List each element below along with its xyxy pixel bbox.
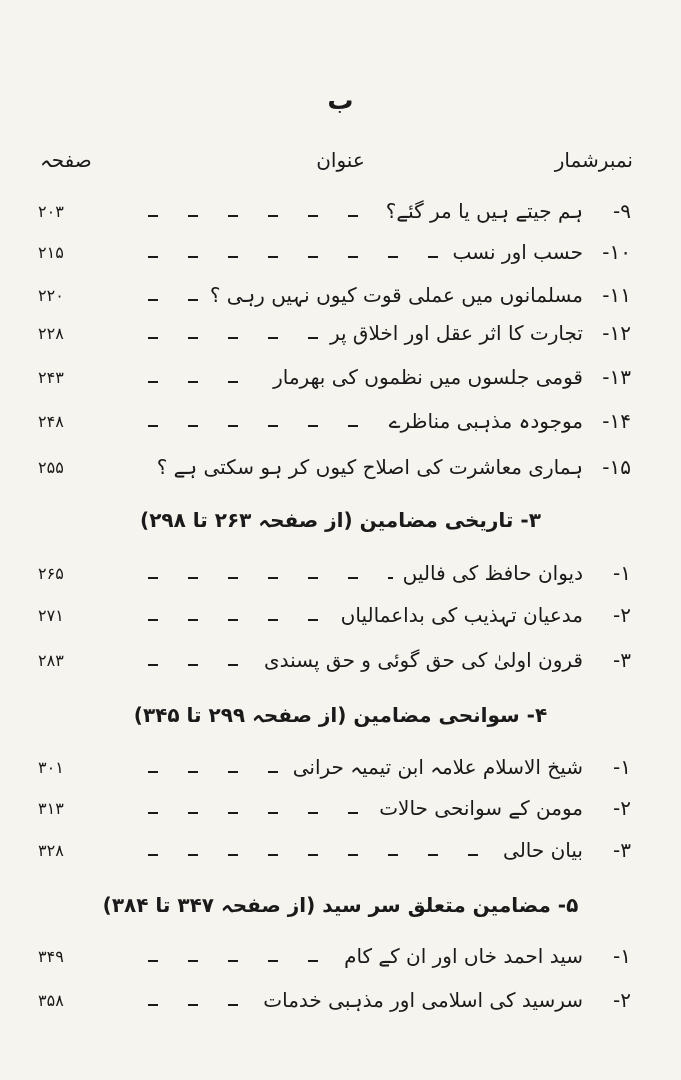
dot-leader	[118, 337, 320, 339]
dot-leader	[118, 577, 393, 579]
toc-row	[38, 645, 631, 675]
entry-number: ۱-	[613, 944, 631, 968]
dot-leader	[118, 471, 147, 473]
section-heading: ۳- تاریخی مضامین (از صفحہ ۲۶۳ تا ۲۹۸)	[140, 508, 541, 532]
dot-leader	[118, 812, 369, 814]
entry-number: ۲-	[613, 603, 631, 627]
entry-title: ہم جیتے ہیں یا مر گئے؟	[385, 199, 583, 223]
entry-page: ۳۵۸	[38, 990, 64, 1010]
entry-page: ۲۴۸	[38, 411, 64, 431]
entry-number: ۱۵-	[602, 455, 631, 479]
entry-number: ۱۳-	[602, 365, 631, 389]
entry-title: حسب اور نسب	[452, 240, 583, 264]
entry-number: ۱۴-	[602, 409, 631, 433]
entry-page: ۲۲۰	[38, 285, 64, 305]
toc-row	[38, 985, 631, 1015]
toc-row	[38, 280, 631, 310]
entry-number: ۱۲-	[602, 321, 631, 345]
entry-page: ۲۶۵	[38, 563, 64, 583]
entry-title: موجودہ مذہبی مناظرے	[388, 409, 583, 433]
toc-row	[38, 793, 631, 823]
toc-row	[38, 600, 631, 630]
entry-page: ۳۰۱	[38, 757, 64, 777]
toc-row	[38, 941, 631, 971]
toc-row	[38, 406, 631, 436]
entry-title: شیخ الاسلام علامہ ابن تیمیہ حرانی	[292, 755, 583, 779]
dot-leader	[118, 299, 200, 301]
header-page: صفحہ	[40, 148, 92, 172]
toc-row	[38, 196, 631, 226]
entry-title: مومن کے سوانحی حالات	[379, 796, 583, 820]
entry-title: تجارت کا اثر عقل اور اخلاق پر	[329, 321, 583, 345]
dot-leader	[118, 256, 443, 258]
toc-row	[38, 237, 631, 267]
entry-title: مدعیان تہذیب کی بداعمالیاں	[340, 603, 583, 627]
entry-page: ۲۷۱	[38, 605, 64, 625]
dot-leader	[118, 771, 283, 773]
entry-title: مسلمانوں میں عملی قوت کیوں نہیں رہی ؟	[209, 283, 583, 307]
header-number: نمبرشمار	[554, 148, 633, 172]
entry-number: ۳-	[613, 648, 631, 672]
entry-number: ۲-	[613, 796, 631, 820]
page-letter: ب	[327, 86, 354, 116]
entry-page: ۲۴۳	[38, 367, 64, 387]
entry-title: سید احمد خاں اور ان کے کام	[344, 944, 583, 968]
entry-page: ۲۱۵	[38, 242, 64, 262]
entry-title: دیوان حافظ کی فالیں	[402, 561, 583, 585]
entry-number: ۱۱-	[602, 283, 631, 307]
toc-row	[38, 318, 631, 348]
entry-page: ۳۲۸	[38, 840, 64, 860]
entry-page: ۲۰۳	[38, 201, 64, 221]
entry-page: ۲۵۵	[38, 457, 64, 477]
entry-number: ۹-	[613, 199, 631, 223]
section-heading: ۴- سوانحی مضامین (از صفحہ ۲۹۹ تا ۳۴۵)	[133, 703, 548, 727]
dot-leader	[118, 1004, 253, 1006]
toc-row	[38, 452, 631, 482]
toc-row	[38, 835, 631, 865]
entry-number: ۲-	[613, 988, 631, 1012]
entry-page: ۳۴۹	[38, 946, 64, 966]
entry-title: قومی جلسوں میں نظموں کی بھرمار	[273, 365, 583, 389]
entry-title: بیان حالی	[503, 838, 583, 862]
toc-row	[38, 752, 631, 782]
dot-leader	[118, 619, 331, 621]
entry-page: ۳۱۳	[38, 798, 64, 818]
entry-title: ہماری معاشرت کی اصلاح کیوں کر ہو سکتی ہے ؟	[156, 455, 583, 479]
dot-leader	[118, 381, 263, 383]
dot-leader	[118, 960, 334, 962]
toc-row	[38, 362, 631, 392]
dot-leader	[118, 664, 254, 666]
entry-page: ۲۸۳	[38, 650, 64, 670]
entry-title: سرسید کی اسلامی اور مذہبی خدمات	[263, 988, 583, 1012]
entry-number: ۳-	[613, 838, 631, 862]
entry-number: ۱۰-	[602, 240, 631, 264]
entry-page: ۲۲۸	[38, 323, 64, 343]
toc-row	[38, 558, 631, 588]
entry-number: ۱-	[613, 755, 631, 779]
section-heading: ۵- مضامین متعلق سر سید (از صفحہ ۳۴۷ تا ۳۸۴)	[102, 893, 579, 917]
entry-number: ۱-	[613, 561, 631, 585]
dot-leader	[118, 215, 376, 217]
entry-title: قرون اولیٰ کی حق گوئی و حق پسندی	[263, 648, 583, 672]
dot-leader	[118, 854, 493, 856]
dot-leader	[118, 425, 379, 427]
header-title: عنوان	[316, 148, 365, 172]
